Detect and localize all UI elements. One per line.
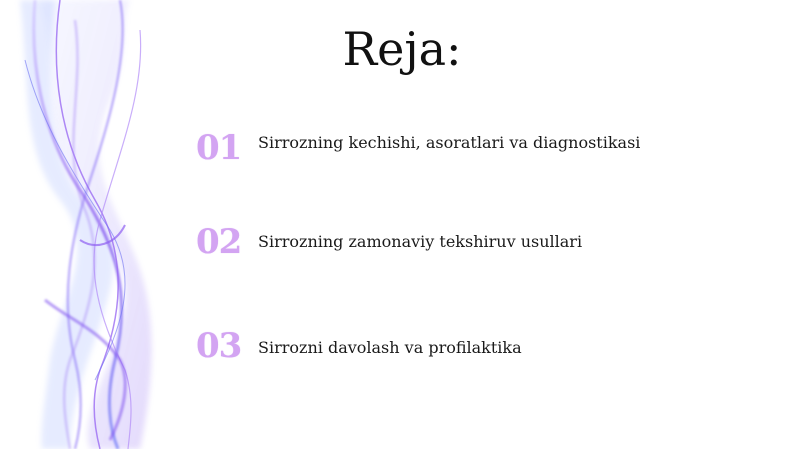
slide-title: Reja: bbox=[342, 22, 462, 76]
agenda-number-1: 01 bbox=[196, 128, 242, 168]
agenda-item-1 bbox=[196, 128, 640, 168]
agenda-item-3 bbox=[196, 326, 522, 366]
agenda-label-1: Sirrozning kechishi, asoratlari va diagnostikasi bbox=[258, 132, 641, 152]
agenda-label-2: Sirrozning zamonaviy tekshiruv usullari bbox=[258, 231, 583, 251]
agenda-item-2 bbox=[196, 222, 582, 262]
agenda-number-3: 03 bbox=[196, 326, 242, 366]
agenda-number-2: 02 bbox=[196, 222, 242, 262]
agenda-label-3: Sirrozni davolash va profilaktika bbox=[258, 337, 522, 357]
